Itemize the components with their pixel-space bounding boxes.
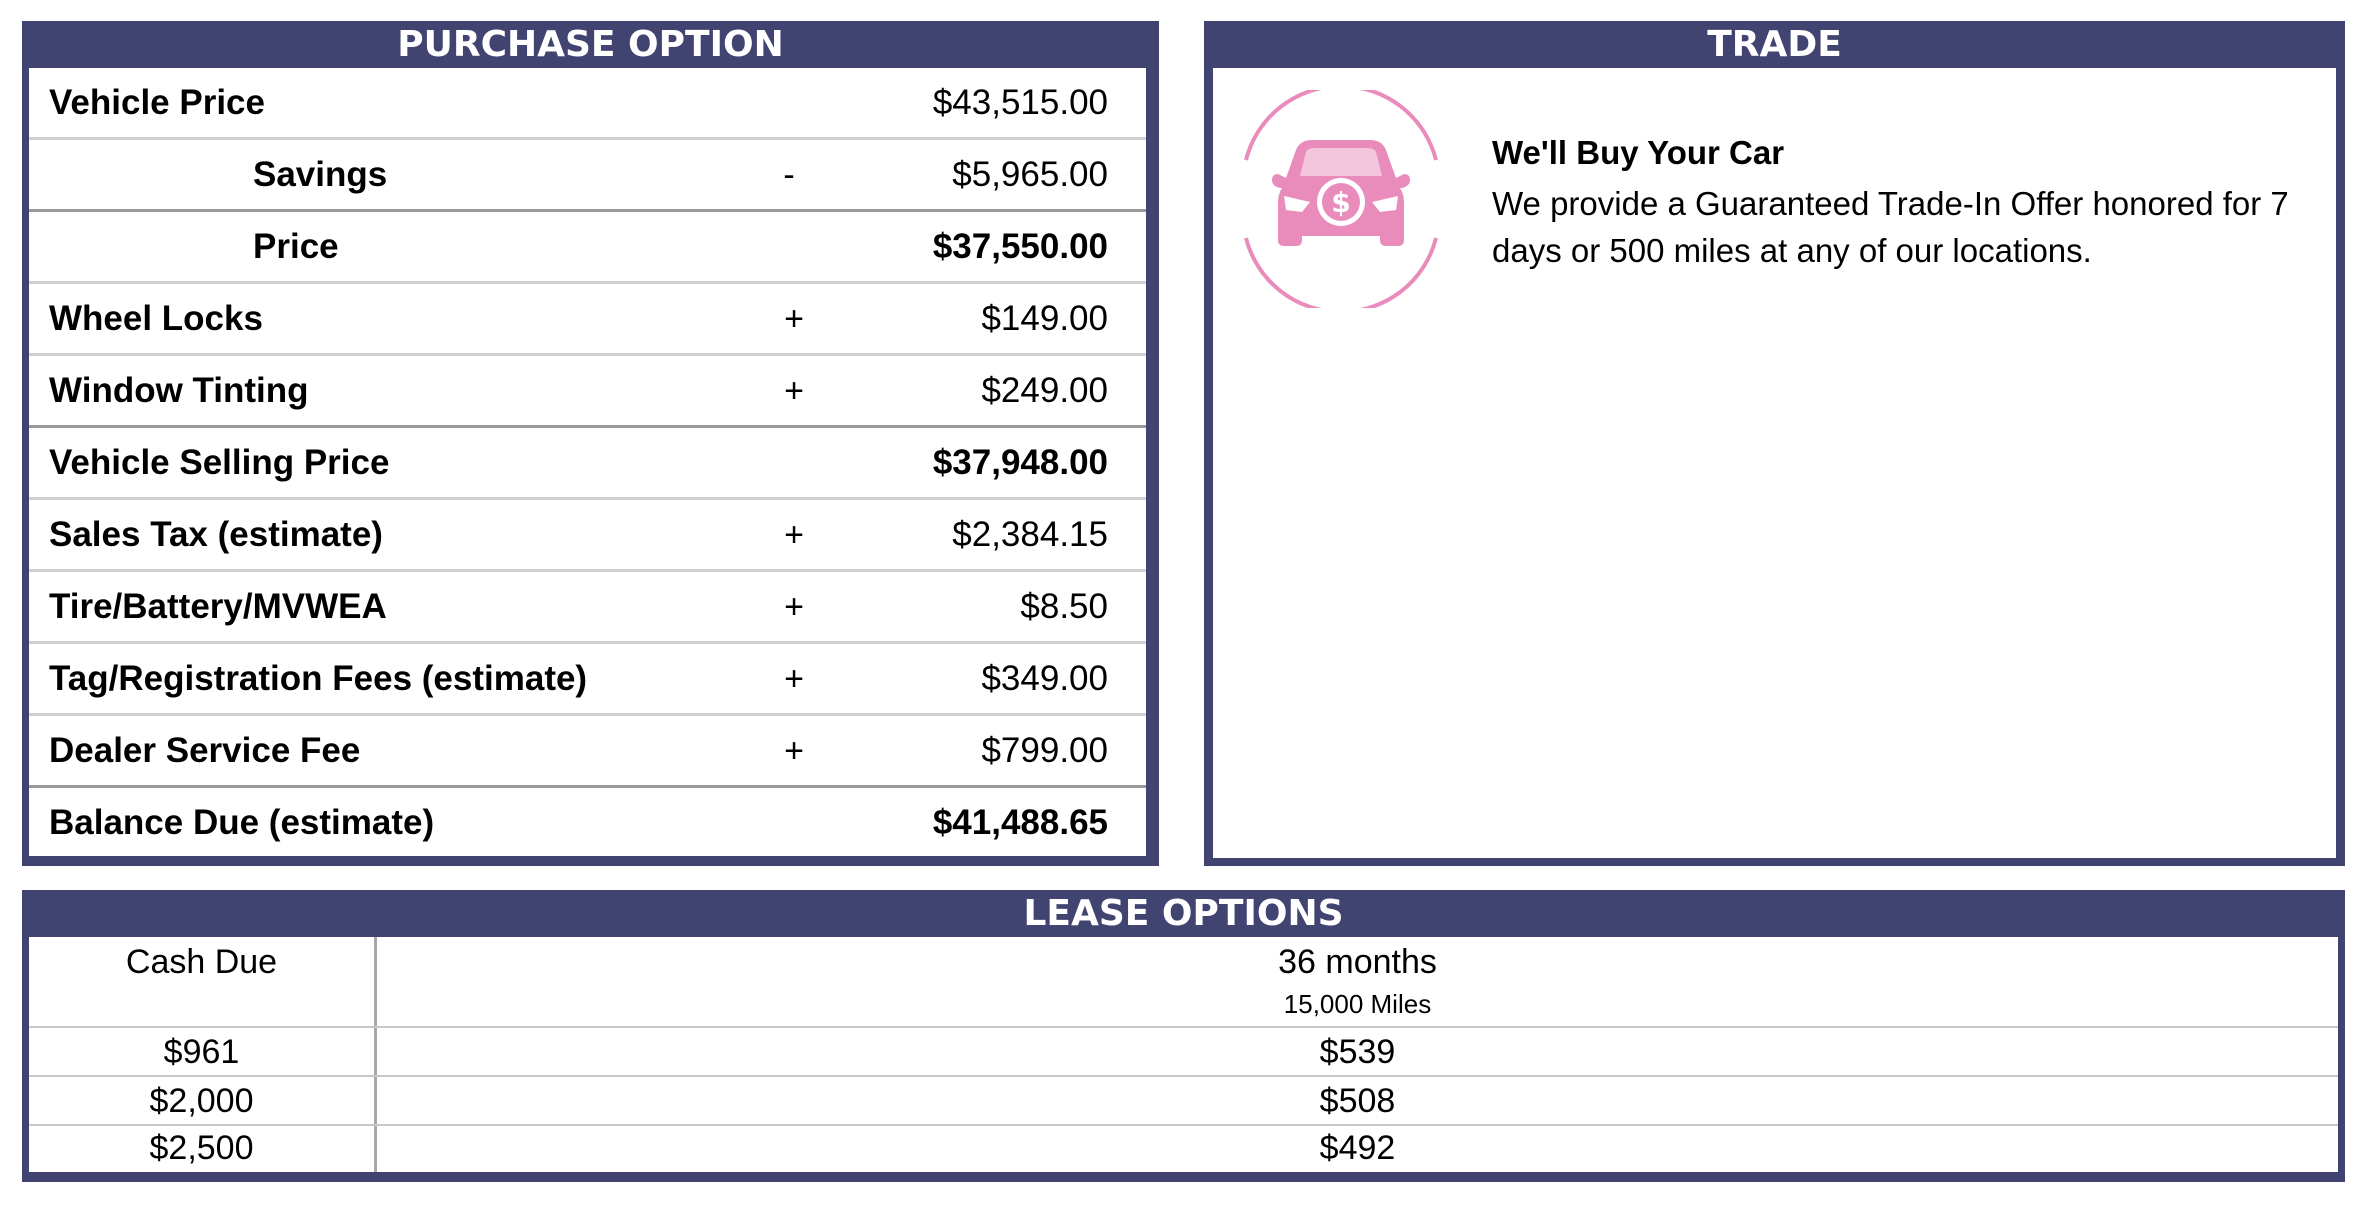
table-row: [29, 500, 1146, 572]
table-row: [29, 140, 1146, 212]
row-value-wheel-locks: $149.00: [981, 299, 1108, 338]
svg-text:$: $: [1331, 186, 1351, 219]
row-value-dealer-service-fee: $799.00: [981, 731, 1108, 770]
lease-options-title: LEASE OPTIONS: [1023, 893, 1344, 934]
row-label-sales-tax: Sales Tax (estimate): [49, 515, 383, 554]
row-sign: +: [784, 516, 804, 554]
row-label-vehicle-price: Vehicle Price: [49, 83, 265, 122]
row-value-sales-tax: $2,384.15: [952, 515, 1108, 554]
row-sign: -: [783, 156, 795, 194]
table-row: [29, 716, 1146, 788]
lease-payment-cell: $508: [1319, 1082, 1396, 1120]
table-row: [29, 212, 1146, 284]
row-label-tire-battery: Tire/Battery/MVWEA: [49, 587, 387, 626]
table-row: [29, 356, 1146, 428]
row-value-vehicle-selling-price: $37,948.00: [932, 443, 1108, 482]
row-sign: [769, 428, 819, 500]
row-sign: [769, 68, 819, 140]
row-sign: +: [784, 732, 804, 770]
miles-header: 15,000 Miles: [1283, 989, 1432, 1019]
lease-payment-cell: $492: [1319, 1129, 1396, 1167]
row-value-savings: $5,965.00: [952, 155, 1108, 194]
trade-content: [1213, 68, 2336, 858]
table-row: [29, 68, 1146, 140]
trade-title: TRADE: [1707, 24, 1842, 65]
row-label-vehicle-selling-price: Vehicle Selling Price: [49, 443, 390, 482]
table-row: [29, 428, 1146, 500]
lease-cash-cell: $2,000: [149, 1082, 254, 1120]
term-header: 36 months: [1278, 943, 1437, 981]
lease-options-panel: [22, 890, 2345, 1182]
table-row: [29, 644, 1146, 716]
lease-cash-cell: $961: [163, 1033, 240, 1071]
row-value-balance-due: $41,488.65: [932, 803, 1108, 842]
row-sign: [769, 212, 819, 284]
row-label-dealer-service-fee: Dealer Service Fee: [49, 731, 361, 770]
row-sign: [769, 788, 819, 860]
car-dollar-icon: [1240, 90, 1442, 308]
table-row: [29, 572, 1146, 644]
purchase-option-panel: [22, 21, 1159, 866]
row-value-tire-battery: $8.50: [1020, 587, 1108, 626]
lease-cash-cell: $2,500: [149, 1129, 254, 1167]
row-label-window-tinting: Window Tinting: [49, 371, 309, 410]
row-label-price: Price: [253, 227, 339, 266]
table-row: [29, 788, 1146, 860]
purchase-option-table: [29, 68, 1146, 856]
row-label-balance-due: Balance Due (estimate): [49, 803, 435, 842]
purchase-option-title: PURCHASE OPTION: [397, 24, 784, 65]
row-label-tag-registration: Tag/Registration Fees (estimate): [49, 659, 588, 698]
row-value-window-tinting: $249.00: [981, 371, 1108, 410]
row-value-vehicle-price: $43,515.00: [932, 83, 1108, 122]
lease-payment-cell: $539: [1319, 1033, 1396, 1071]
lease-options-table: [29, 937, 2338, 1172]
row-sign: +: [784, 660, 804, 698]
row-label-savings: Savings: [253, 155, 388, 194]
row-value-price: $37,550.00: [932, 227, 1108, 266]
row-value-tag-registration: $349.00: [981, 659, 1108, 698]
table-row: [29, 284, 1146, 356]
trade-panel: [1204, 21, 2345, 866]
cash-due-header: Cash Due: [125, 943, 278, 981]
trade-description: We provide a Guaranteed Trade-In Offer honored for 7 days or 500 miles at any of our locations.: [1492, 185, 2289, 269]
row-label-wheel-locks: Wheel Locks: [49, 299, 263, 338]
row-sign: +: [784, 372, 804, 410]
row-sign: +: [784, 300, 804, 338]
trade-heading: We'll Buy Your Car: [1492, 134, 1785, 171]
row-sign: +: [784, 588, 804, 626]
